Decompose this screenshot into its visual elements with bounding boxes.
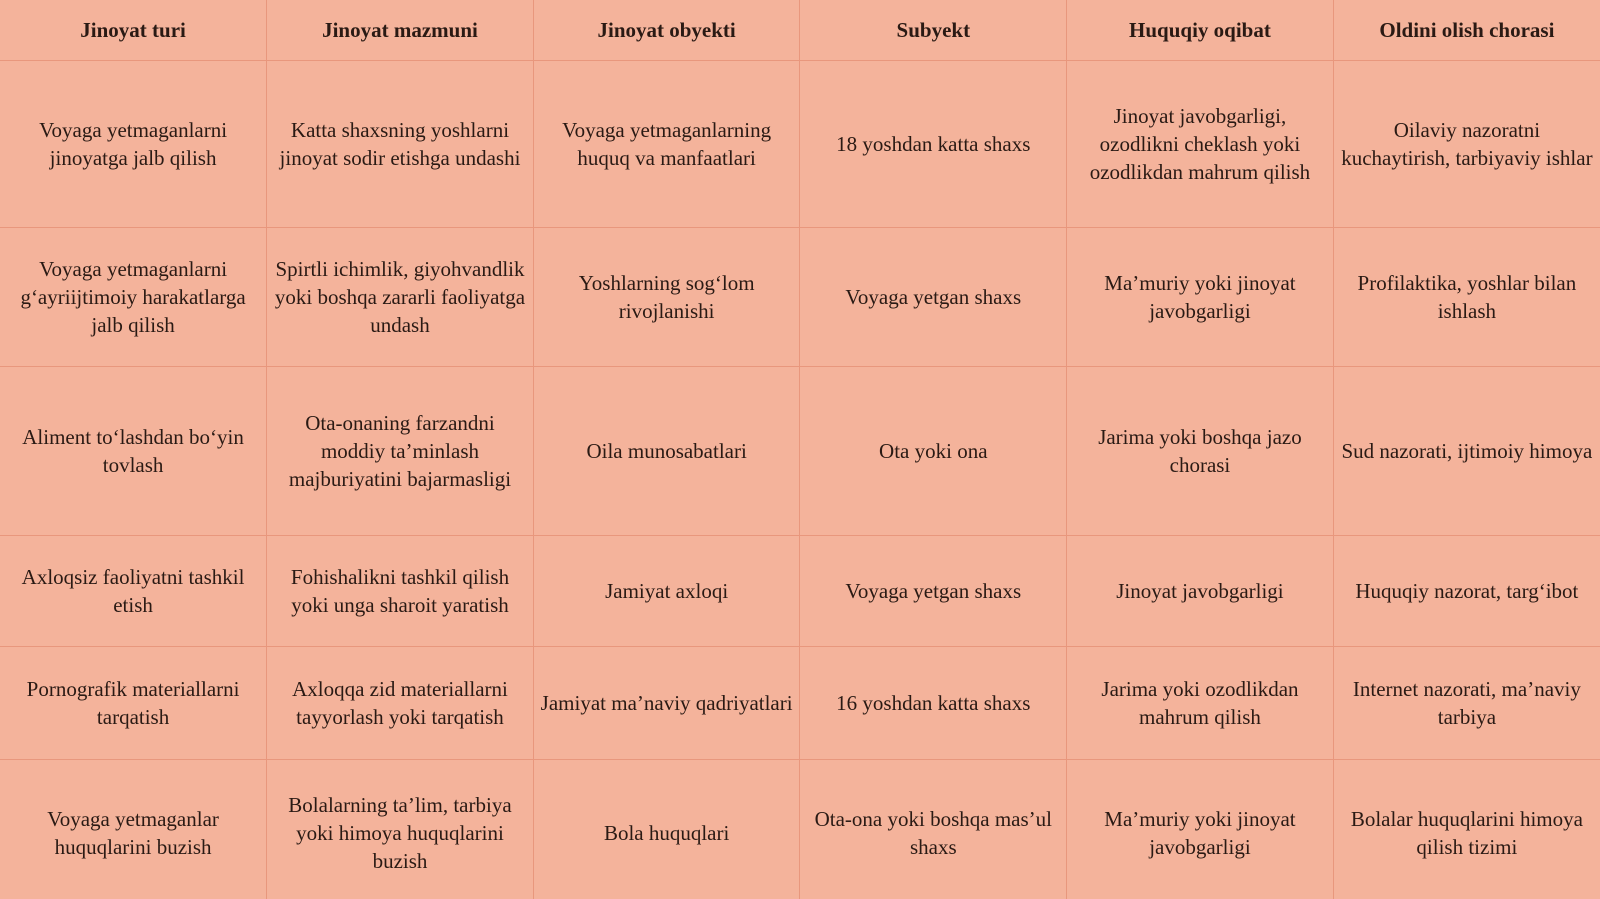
cell-crime-object: Jamiyat axloqi	[533, 536, 800, 647]
cell-crime-content: Spirtli ichimlik, giyohvandlik yoki boshqa zararli faoliyatga undash	[267, 228, 534, 367]
cell-crime-type: Pornografik materiallarni tarqatish	[0, 647, 267, 760]
cell-legal-consequence: Jarima yoki boshqa jazo chorasi	[1067, 367, 1334, 536]
cell-subject: Ota yoki ona	[800, 367, 1067, 536]
cell-prevention-measure: Huquqiy nazorat, targ‘ibot	[1333, 536, 1600, 647]
table-row	[0, 61, 1600, 228]
cell-crime-object: Yoshlarning sog‘lom rivojlanishi	[533, 228, 800, 367]
cell-legal-consequence: Jinoyat javobgarligi, ozodlikni cheklash yoki ozodlikdan mahrum qilish	[1067, 61, 1334, 228]
header-prevention-measure: Oldini olish chorasi	[1333, 0, 1600, 61]
cell-prevention-measure: Internet nazorati, ma’naviy tarbiya	[1333, 647, 1600, 760]
cell-prevention-measure: Bolalar huquqlarini himoya qilish tizimi	[1333, 760, 1600, 899]
cell-prevention-measure: Sud nazorati, ijtimoiy himoya	[1333, 367, 1600, 536]
table-row	[0, 760, 1600, 899]
cell-subject: Ota-ona yoki boshqa mas’ul shaxs	[800, 760, 1067, 899]
header-crime-object: Jinoyat obyekti	[533, 0, 800, 61]
table-row	[0, 647, 1600, 760]
cell-crime-content: Katta shaxsning yoshlarni jinoyat sodir etishga undashi	[267, 61, 534, 228]
cell-subject: Voyaga yetgan shaxs	[800, 536, 1067, 647]
cell-legal-consequence: Jinoyat javobgarligi	[1067, 536, 1334, 647]
cell-legal-consequence: Ma’muriy yoki jinoyat javobgarligi	[1067, 228, 1334, 367]
cell-legal-consequence: Ma’muriy yoki jinoyat javobgarligi	[1067, 760, 1334, 899]
cell-subject: Voyaga yetgan shaxs	[800, 228, 1067, 367]
cell-crime-object: Voyaga yetmaganlarning huquq va manfaatlari	[533, 61, 800, 228]
cell-crime-content: Ota-onaning farzandni moddiy ta’minlash majburiyatini bajarmasligi	[267, 367, 534, 536]
cell-crime-type: Voyaga yetmaganlarni jinoyatga jalb qilish	[0, 61, 267, 228]
cell-crime-object: Bola huquqlari	[533, 760, 800, 899]
cell-prevention-measure: Oilaviy nazoratni kuchaytirish, tarbiyaviy ishlar	[1333, 61, 1600, 228]
cell-crime-object: Jamiyat ma’naviy qadriyatlari	[533, 647, 800, 760]
cell-crime-type: Voyaga yetmaganlar huquqlarini buzish	[0, 760, 267, 899]
cell-crime-content: Bolalarning ta’lim, tarbiya yoki himoya huquqlarini buzish	[267, 760, 534, 899]
table-row	[0, 228, 1600, 367]
header-crime-type: Jinoyat turi	[0, 0, 267, 61]
cell-subject: 16 yoshdan katta shaxs	[800, 647, 1067, 760]
header-crime-content: Jinoyat mazmuni	[267, 0, 534, 61]
table-row	[0, 367, 1600, 536]
cell-crime-content: Axloqqa zid materiallarni tayyorlash yoki tarqatish	[267, 647, 534, 760]
header-subject: Subyekt	[800, 0, 1067, 61]
cell-crime-type: Axloqsiz faoliyatni tashkil etish	[0, 536, 267, 647]
cell-crime-type: Voyaga yetmaganlarni g‘ayriijtimoiy harakatlarga jalb qilish	[0, 228, 267, 367]
cell-legal-consequence: Jarima yoki ozodlikdan mahrum qilish	[1067, 647, 1334, 760]
cell-prevention-measure: Profilaktika, yoshlar bilan ishlash	[1333, 228, 1600, 367]
cell-crime-object: Oila munosabatlari	[533, 367, 800, 536]
header-legal-consequence: Huquqiy oqibat	[1067, 0, 1334, 61]
cell-subject: 18 yoshdan katta shaxs	[800, 61, 1067, 228]
cell-crime-type: Aliment to‘lashdan bo‘yin tovlash	[0, 367, 267, 536]
header-row	[0, 0, 1600, 61]
cell-crime-content: Fohishalikni tashkil qilish yoki unga sharoit yaratish	[267, 536, 534, 647]
table-row	[0, 536, 1600, 647]
